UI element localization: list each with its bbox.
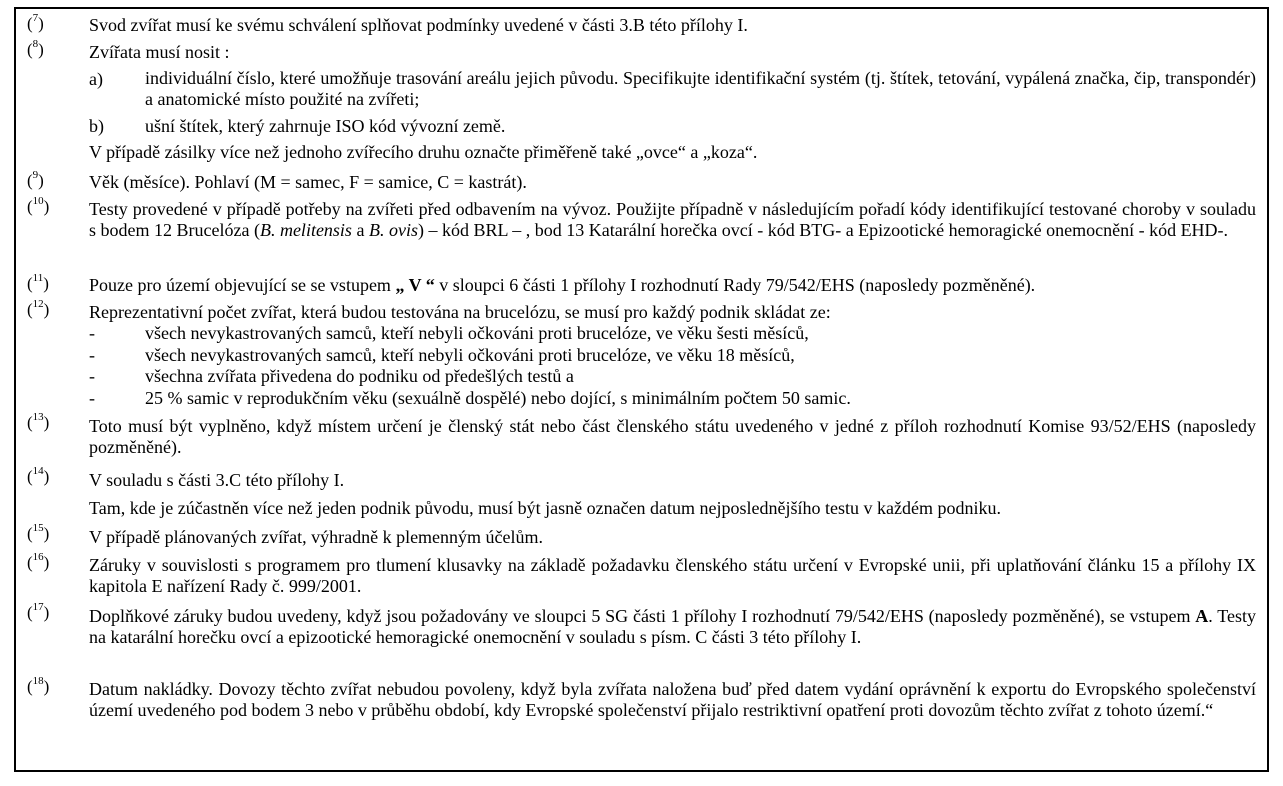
list-label: a) (89, 69, 103, 89)
list-item-text: 25 % samic v reprodukčním věku (sexuálně dospělé) nebo dojící, s minimálním počtem 50 samic. (145, 388, 851, 408)
footnote-extra: Tam, kde je zúčastněn více než jeden podnik původu, musí být jasně označen datum nejposlednějšího testu v každém podniku. (89, 498, 1001, 518)
list-item-text: všech nevykastrovaných samců, kteří nebyli očkováni proti brucelóze, ve věku šesti měsíců, (145, 323, 809, 343)
footnote-marker: ($^{14}$) (27, 465, 50, 486)
footnote-marker: ($^{17}$) (27, 601, 50, 622)
footnotes-box (14, 7, 1269, 772)
footnote-extra: V případě zásilky více než jednoho zvířecího druhu označte přiměřeně také „ovce“ a „koza“. (89, 142, 758, 162)
footnote-text: Reprezentativní počet zvířat, která budou testována na brucelózu, se musí pro každý podnik skládat ze: (89, 302, 831, 322)
footnote-text: Zvířata musí nosit : (89, 42, 230, 62)
footnote-text: Pouze pro území objevující se se vstupem „ V “ v sloupci 6 části 1 přílohy I rozhodnutí Rady 79/542/EHS (naposledy pozměněné). (89, 275, 1036, 295)
footnote-marker: ($^{11}$) (27, 272, 49, 293)
footnote-marker: ($^{18}$) (27, 675, 50, 696)
footnote-text: Toto musí být vyplněno, když místem určení je členský stát nebo část členského státu uvedeného v jedné z příloh rozhodnutí Komise 93/52/EHS (naposledy pozměněné). (89, 416, 1256, 457)
footnote-marker: ($^8$) (27, 38, 44, 59)
list-item-text: všechna zvířata přivedena do podniku od předešlých testů a (145, 366, 574, 386)
list-label: - (89, 323, 95, 343)
footnote-marker: ($^{10}$) (27, 195, 50, 216)
list-label: b) (89, 116, 104, 136)
footnote-text: Doplňkové záruky budou uvedeny, když jsou požadovány ve sloupci 5 SG části 1 přílohy I rozhodnutí 79/542/EHS (naposledy pozměněné), se vstupem A. Testy na katarální horečku ovcí a epizootické hemoragické onemocnění v souladu s písm. C části 3 této přílohy I. (89, 606, 1256, 647)
list-label: - (89, 388, 95, 408)
footnote-marker: ($^{16}$) (27, 551, 50, 572)
footnote-text: V případě plánovaných zvířat, výhradně k plemenným účelům. (89, 527, 544, 547)
list-label: - (89, 345, 95, 365)
list-label: - (89, 366, 95, 386)
footnote-text: Svod zvířat musí ke svému schválení splňovat podmínky uvedené v části 3.B této přílohy I. (89, 15, 748, 35)
footnote-text: Datum nakládky. Dovozy těchto zvířat nebudou povoleny, když byla zvířata naložena buď před datem vydání oprávnění k exportu do Evropského společenství území uvedeného pod bodem 3 nebo v průběhu období, kdy Evropské společenství přijalo restriktivní opatření proti dovozům těchto zvířat z tohoto území.“ (89, 679, 1256, 720)
list-item-text: ušní štítek, který zahrnuje ISO kód vývozní země. (145, 116, 506, 136)
footnote-text: Testy provedené v případě potřeby na zvířeti před odbavením na vývoz. Použijte případně v následujícím pořadí kódy identifikující testované choroby v souladu s bodem 12 Brucelóza (B. melitensis a B. ovis) – kód BRL – , bod 13 Katarální horečka ovcí - kód BTG- a Epizootické hemoragické onemocnění - kód EHD-. (89, 199, 1256, 240)
footnote-marker: ($^{13}$) (27, 411, 50, 432)
footnote-marker: ($^9$) (27, 169, 44, 190)
footnote-text: Věk (měsíce). Pohlaví (M = samec, F = samice, C = kastrát). (89, 172, 527, 192)
list-item-text: individuální číslo, které umožňuje trasování areálu jejich původu. Specifikujte identifikační systém (tj. štítek, tetování, vypálená značka, čip, transpondér) a anatomické místo použité na zvířeti; (145, 68, 1256, 109)
list-item-text: všech nevykastrovaných samců, kteří nebyli očkováni proti brucelóze, ve věku 18 měsíců, (145, 345, 795, 365)
footnote-marker: ($^{12}$) (27, 298, 50, 319)
footnote-text: V souladu s části 3.C této přílohy I. (89, 470, 345, 490)
footnote-marker: ($^7$) (27, 12, 44, 33)
footnote-marker: ($^{15}$) (27, 522, 50, 543)
footnote-text: Záruky v souvislosti s programem pro tlumení klusavky na základě požadavku členského státu určení v Evropské unii, při uplatňování článku 15 a přílohy IX kapitola E nařízení Rady č. 999/2001. (89, 555, 1256, 596)
